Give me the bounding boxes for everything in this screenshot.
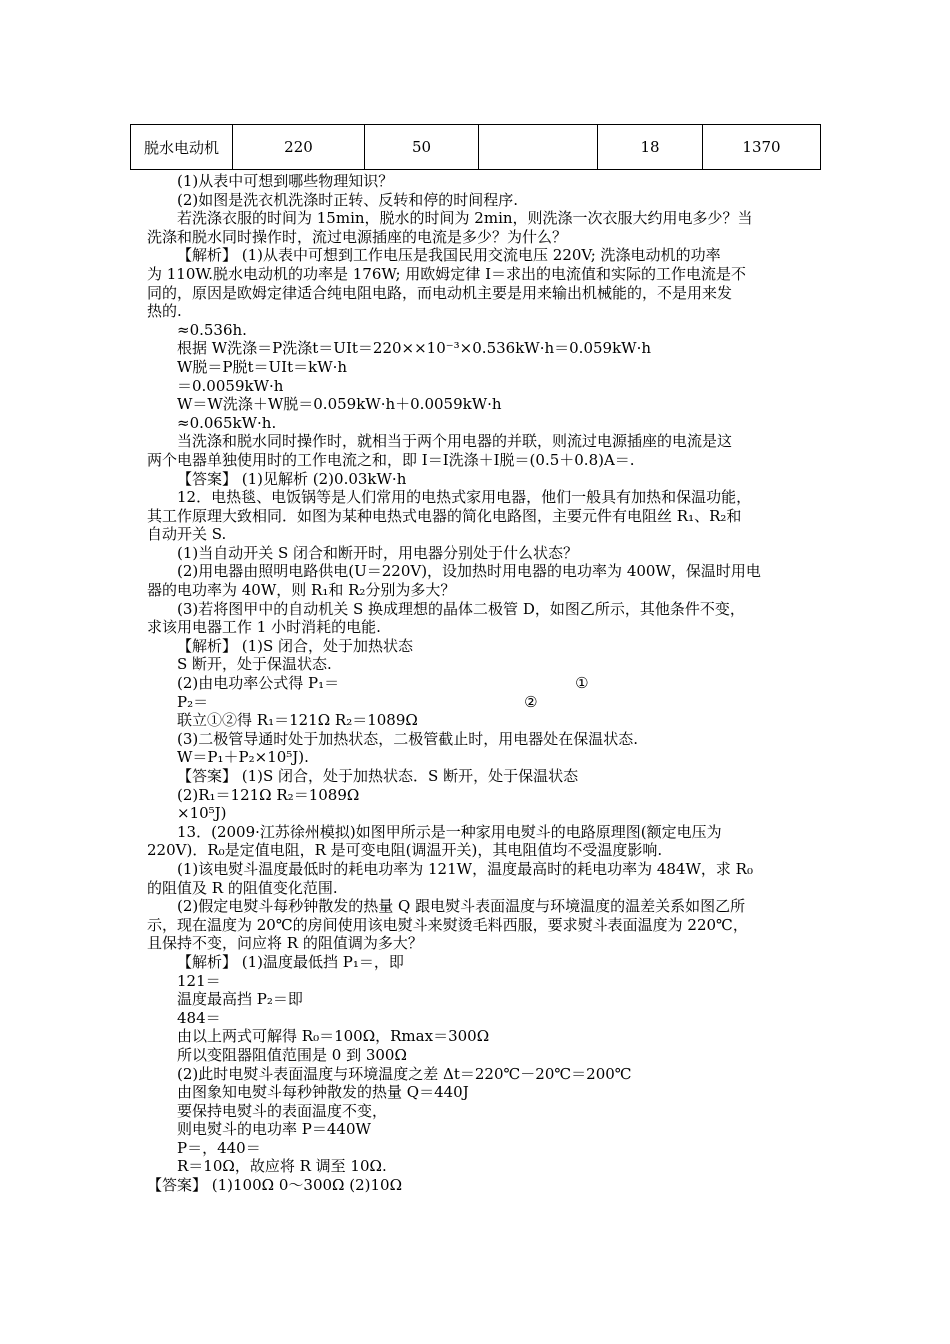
text-line: 12．电热毯、电饭锅等是人们常用的电热式家用电器，他们一般具有加热和保温功能， [177,488,752,507]
text-line: (2)假定电熨斗每秒钟散发的热量 Q 跟电熨斗表面温度与环境温度的温差关系如图乙所 [177,897,746,916]
text-line: 两个电器单独使用时的工作电流之和，即 I＝I洗涤＋I脱＝(0.5＋0.8)A＝. [147,450,635,469]
table-cell [479,125,598,170]
text-line: 由图象知电熨斗每秒钟散发的热量 Q＝440J [177,1083,469,1102]
text-line: 【答案】 (1)S 闭合，处于加热状态．S 断开，处于保温状态 [177,767,579,785]
text-line: (2)如图是洗衣机洗涤时正转、反转和停的时间程序. [177,190,519,209]
text-line: S 断开，处于保温状态. [177,655,332,674]
table-cell: 50 [365,125,479,170]
text-line: 根据 W洗涤＝P洗涤t＝UIt＝220××10⁻³×0.536kW·h＝0.059kW·h [177,339,652,358]
text-line: 【答案】 (1)100Ω 0～300Ω (2)10Ω [147,1176,403,1195]
text-line: 洗涤和脱水同时操作时，流过电源插座的电流是多少？为什么？ [147,227,568,246]
text-line: (3)二极管导通时处于加热状态，二极管截止时，用电器处在保温状态. [177,729,639,748]
text-line: (2)此时电熨斗表面温度与环境温度之差 Δt＝220℃－20℃＝200℃ [177,1064,632,1083]
text-line: (1)当自动开关 S 闭合和断开时，用电器分别处于什么状态？ [177,543,579,562]
text-line: 13．(2009·江苏徐州模拟)如图甲所示是一种家用电熨斗的电路原理图(额定电压为 [177,822,722,841]
text-line: R＝10Ω，故应将 R 调至 10Ω. [177,1157,387,1176]
text-line: (1)从表中可想到哪些物理知识？ [177,172,394,190]
text-line: (1)该电熨斗温度最低时的耗电功率为 121W，温度最高时的耗电功率为 484W，求 R₀ [177,859,753,878]
text-line: 为 110W.脱水电动机的功率是 176W; 用欧姆定律 I＝求出的电流值和实际的工作电流是不 [147,264,746,283]
text-line: 当洗涤和脱水同时操作时，就相当于两个用电器的并联，则流过电源插座的电流是这 [177,432,733,451]
text-line: 示，现在温度为 20℃的房间使用该电熨斗来熨烫毛料西服，要求熨斗表面温度为 220℃， [147,915,748,934]
text-line: 要保持电熨斗的表面温度不变， [177,1101,388,1120]
text-line: 所以变阻器阻值范围是 0 到 300Ω [177,1045,407,1064]
text-line: (3)若将图甲中的自动机关 S 换成理想的晶体二极管 D，如图乙所示，其他条件不变， [177,599,745,618]
table-cell: 18 [598,125,703,170]
text-line: ≈0.065kW·h. [177,413,277,432]
text-line: 器的电功率为 40W，则 R₁和 R₂分别为多大？ [147,581,456,600]
text-line: 121＝ [177,971,221,990]
text-line: 【解析】 (1)温度最低挡 P₁＝，即 [177,952,404,971]
text-line: ＝0.0059kW·h [177,376,284,395]
text-line: 其工作原理大致相同．如图为某种电热式电器的简化电路图，主要元件有电阻丝 R₁、R₂和 [147,506,742,525]
text-line: 自动开关 S. [147,525,227,544]
formula-text: P₂＝ [177,692,209,711]
table-cell: 1370 [703,125,821,170]
table-cell: 220 [233,125,365,170]
text-line: P＝，440＝ [177,1138,261,1157]
text-line: 同的，原因是欧姆定律适合纯电阻电路，而电动机主要是用来输出机械能的，不是用来发 [147,283,733,302]
text-line: 【解析】 (1)从表中可想到工作电压是我国民用交流电压 220V; 洗涤电动机的功率 [177,246,721,265]
text-line: ×10⁵J) [177,804,227,823]
text-line: 且保持不变，问应将 R 的阻值调为多大？ [147,934,423,953]
text-line: 由以上两式可解得 R₀＝100Ω，Rmax＝300Ω [177,1027,490,1046]
text-line [147,674,807,693]
table-row [131,125,821,170]
text-line: 220V)．R₀是定值电阻，R 是可变电阻(调温开关)，其电阻值均不受温度影响. [147,841,663,860]
text-line: 的阻值及 R 的阻值变化范围. [147,878,338,897]
text-line [147,693,807,712]
text-line: 484＝ [177,1008,221,1027]
table-cell: 脱水电动机 [131,125,233,170]
text-line: 联立①②得 R₁＝121Ω R₂＝1089Ω [177,711,418,730]
text-line: (2)用电器由照明电路供电(U＝220V)，设加热时用电器的电功率为 400W，保温时用电 [177,562,761,581]
text-line: 求该用电器工作 1 小时消耗的电能. [147,618,381,637]
equation-marker-1: ① [575,674,589,693]
document-body [147,172,807,1195]
text-line: 【解析】 (1)S 闭合，处于加热状态 [177,636,414,655]
text-line: W＝W洗涤＋W脱＝0.059kW·h＋0.0059kW·h [177,395,502,414]
text-line: W＝P₁＋P₂×10⁵J). [177,748,309,767]
equation-marker-2: ② [524,692,538,711]
text-line: W脱＝P脱t＝UIt＝kW·h [177,357,348,376]
text-line: 热的. [147,302,182,321]
text-line: (2)R₁＝121Ω R₂＝1089Ω [177,785,360,804]
text-line: ≈0.536h. [177,320,247,339]
text-line: 【答案】 (1)见解析 (2)0.03kW·h [177,469,407,488]
text-line: 若洗涤衣服的时间为 15min，脱水的时间为 2min，则洗涤一次衣服大约用电多少？当 [177,209,753,228]
appliance-table [130,124,821,170]
formula-text: (2)由电功率公式得 P₁＝ [177,674,340,693]
text-line: 则电熨斗的电功率 P＝440W [177,1120,371,1139]
text-line: 温度最高挡 P₂＝即 [177,990,303,1009]
